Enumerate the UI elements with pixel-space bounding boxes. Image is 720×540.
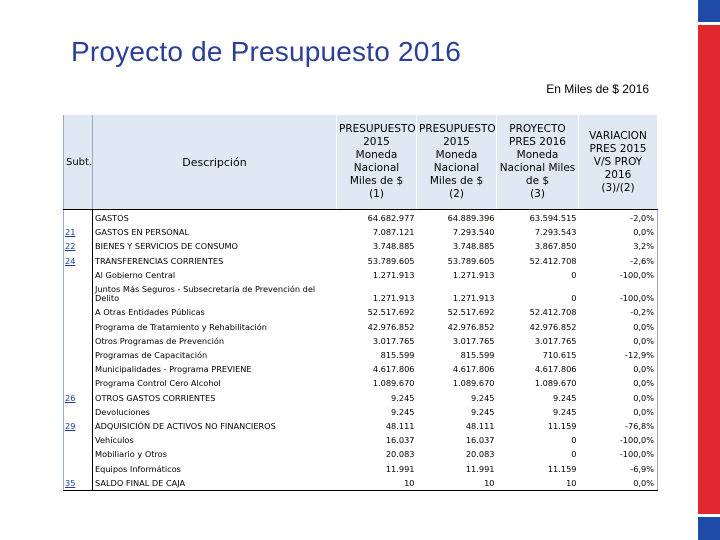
cell-presupuesto-2: 1.089.670 <box>452 378 495 389</box>
cell-variacion: 0,0% <box>633 406 654 417</box>
cell-presupuesto-2: 1.271.913 <box>452 293 495 304</box>
cell-subt <box>64 305 93 319</box>
header-descripcion: Descripción <box>93 115 337 210</box>
cell-proyecto-2016: 4.617.806 <box>534 364 577 375</box>
cell-variacion: 0,0% <box>579 476 658 491</box>
cell-presupuesto-1: 9.245 <box>391 406 415 417</box>
cell-proyecto-2016: 0 <box>571 269 577 280</box>
cell-proyecto-2016: 10 <box>497 476 579 491</box>
cell-presupuesto-1: 3.748.885 <box>372 241 415 252</box>
header-presupuesto-1: PRESUPUESTO 2015 Moneda Nacional Miles de $ (1) <box>337 115 417 210</box>
flag-white-divider-bottom <box>698 514 720 517</box>
table-row <box>64 447 658 461</box>
table-row <box>64 305 658 319</box>
table-row <box>64 405 658 419</box>
cell-proyecto-2016: 3.017.765 <box>534 335 577 346</box>
cell-presupuesto-2: 16.037 <box>465 435 495 446</box>
cell-descripcion: GASTOS <box>95 213 129 223</box>
cell-presupuesto-1: 7.087.121 <box>372 227 415 238</box>
table-row <box>64 268 658 282</box>
cell-presupuesto-1: 52.517.692 <box>367 307 415 318</box>
cell-descripcion: Vehículos <box>95 435 134 446</box>
table-row <box>64 348 658 362</box>
cell-subt[interactable]: 29 <box>64 419 93 433</box>
cell-presupuesto-2: 9.245 <box>471 406 495 417</box>
header-subt: Subt. <box>64 115 93 210</box>
cell-descripcion: OTROS GASTOS CORRIENTES <box>95 392 216 403</box>
cell-subt <box>64 320 93 334</box>
cell-presupuesto-1: 4.617.806 <box>372 364 415 375</box>
cell-descripcion: A Otras Entidades Públicas <box>95 307 205 318</box>
cell-variacion: -76,8% <box>625 421 654 432</box>
cell-proyecto-2016: 0 <box>571 435 577 446</box>
cell-subt[interactable]: 26 <box>64 391 93 405</box>
cell-subt <box>64 362 93 376</box>
cell-subt[interactable]: 24 <box>64 254 93 268</box>
cell-presupuesto-2: 10 <box>417 476 497 491</box>
table-row <box>64 254 658 268</box>
cell-subt <box>64 376 93 390</box>
cell-variacion: 0,0% <box>633 392 654 403</box>
table-row <box>64 225 658 239</box>
cell-descripcion: Programa de Tratamiento y Rehabilitación <box>95 321 267 332</box>
cell-descripcion: GASTOS EN PERSONAL <box>95 227 190 238</box>
cell-subt <box>64 268 93 282</box>
cell-proyecto-2016: 63.594.515 <box>529 213 577 223</box>
cell-presupuesto-1: 64.682.977 <box>367 213 415 223</box>
cell-presupuesto-2: 1.271.913 <box>452 269 495 280</box>
table-row <box>64 239 658 253</box>
cell-variacion: 0,0% <box>633 335 654 346</box>
cell-presupuesto-2: 4.617.806 <box>452 364 495 375</box>
cell-presupuesto-2: 53.789.605 <box>447 255 495 266</box>
cell-descripcion: Municipalidades - Programa PREVIENE <box>95 364 252 375</box>
cell-presupuesto-2: 11.991 <box>465 463 495 474</box>
header-presupuesto-2: PRESUPUESTO 2015 Moneda Nacional Miles de $ (2) <box>417 115 497 210</box>
cell-presupuesto-2: 3.017.765 <box>452 335 495 346</box>
cell-variacion: 0,0% <box>633 378 654 389</box>
header-variacion: VARIACION PRES 2015 V/S PROY 2016 (3)/(2) <box>579 115 658 210</box>
table-row <box>64 476 658 491</box>
cell-presupuesto-1: 1.271.913 <box>372 293 415 304</box>
table-row <box>64 320 658 334</box>
cell-proyecto-2016: 3.867.850 <box>534 241 577 252</box>
cell-variacion: -12,9% <box>625 350 654 361</box>
cell-proyecto-2016: 0 <box>571 449 577 460</box>
table-header-row <box>64 115 658 210</box>
cell-presupuesto-1: 20.083 <box>385 449 415 460</box>
table-row <box>64 419 658 433</box>
cell-subt <box>64 433 93 447</box>
cell-presupuesto-2: 42.976.852 <box>447 321 495 332</box>
cell-proyecto-2016: 42.976.852 <box>529 321 577 332</box>
flag-blue-stripe-top <box>698 0 720 24</box>
cell-presupuesto-1: 9.245 <box>391 392 415 403</box>
header-proyecto-2016: PROYECTO PRES 2016 Moneda Nacional Miles de $ (3) <box>497 115 579 210</box>
cell-variacion: -100,0% <box>619 449 654 460</box>
cell-variacion: 0,0% <box>633 321 654 332</box>
cell-variacion: -100,0% <box>619 435 654 446</box>
cell-descripcion: Juntos Más Seguros - Subsecretaría de Prevención del Delito <box>95 284 316 304</box>
units-subtitle: En Miles de $ 2016 <box>546 82 649 96</box>
cell-descripcion: Equipos Informáticos <box>95 463 181 474</box>
cell-variacion: 0,0% <box>633 227 654 238</box>
cell-presupuesto-2: 9.245 <box>471 392 495 403</box>
page-title: Proyecto de Presupuesto 2016 <box>71 36 462 67</box>
cell-subt <box>64 210 93 226</box>
cell-presupuesto-2: 20.083 <box>465 449 495 460</box>
cell-variacion: -0,2% <box>630 307 654 318</box>
cell-presupuesto-1: 3.017.765 <box>372 335 415 346</box>
cell-subt <box>64 282 93 305</box>
cell-variacion: -2,0% <box>630 213 654 223</box>
table-row <box>64 462 658 476</box>
budget-table <box>63 115 658 491</box>
cell-presupuesto-1: 48.111 <box>385 421 415 432</box>
cell-descripcion: ADQUISICIÓN DE ACTIVOS NO FINANCIEROS <box>95 421 276 432</box>
cell-proyecto-2016: 7.293.543 <box>534 227 577 238</box>
cell-descripcion: SALDO FINAL DE CAJA <box>93 476 337 491</box>
cell-descripcion: BIENES Y SERVICIOS DE CONSUMO <box>95 241 238 252</box>
cell-proyecto-2016: 1.089.670 <box>534 378 577 389</box>
table-row <box>64 376 658 390</box>
cell-descripcion: Programa Control Cero Alcohol <box>95 378 221 389</box>
cell-presupuesto-2: 48.111 <box>465 421 495 432</box>
cell-descripcion: Programas de Capacitación <box>95 350 208 361</box>
cell-presupuesto-2: 52.517.692 <box>447 307 495 318</box>
cell-descripcion: Mobiliario y Otros <box>95 449 167 460</box>
cell-presupuesto-1: 53.789.605 <box>367 255 415 266</box>
cell-proyecto-2016: 710.615 <box>542 350 577 361</box>
cell-variacion: 0,0% <box>633 364 654 375</box>
cell-variacion: -6,9% <box>630 463 654 474</box>
cell-descripcion: TRANSFERENCIAS CORRIENTES <box>95 255 224 266</box>
cell-subt <box>64 334 93 348</box>
cell-subt <box>64 348 93 362</box>
table-row <box>64 433 658 447</box>
cell-presupuesto-2: 64.889.396 <box>447 213 495 223</box>
cell-descripcion: Devoluciones <box>95 406 150 417</box>
flag-blue-stripe-bottom <box>698 516 720 540</box>
table-row <box>64 210 658 226</box>
table-row <box>64 282 658 305</box>
cell-proyecto-2016: 9.245 <box>553 392 577 403</box>
cell-proyecto-2016: 52.412.708 <box>529 255 577 266</box>
cell-variacion: -2,6% <box>630 255 654 266</box>
cell-proyecto-2016: 11.159 <box>547 421 577 432</box>
cell-presupuesto-1: 1.271.913 <box>372 269 415 280</box>
cell-subt[interactable]: 35 <box>64 476 93 491</box>
table-row <box>64 391 658 405</box>
cell-subt <box>64 462 93 476</box>
cell-descripcion: Otros Programas de Prevención <box>95 335 225 346</box>
cell-presupuesto-1: 42.976.852 <box>367 321 415 332</box>
cell-proyecto-2016: 52.412.708 <box>529 307 577 318</box>
table-row <box>64 362 658 376</box>
cell-subt[interactable]: 22 <box>64 239 93 253</box>
flag-white-divider-top <box>698 22 720 25</box>
cell-presupuesto-2: 7.293.540 <box>452 227 495 238</box>
cell-variacion: 3,2% <box>633 241 654 252</box>
cell-proyecto-2016: 0 <box>571 293 577 304</box>
cell-presupuesto-1: 16.037 <box>385 435 415 446</box>
cell-presupuesto-1: 815.599 <box>380 350 415 361</box>
cell-presupuesto-1: 1.089.670 <box>372 378 415 389</box>
cell-presupuesto-1: 10 <box>337 476 417 491</box>
cell-presupuesto-2: 3.748.885 <box>452 241 495 252</box>
cell-variacion: -100,0% <box>619 269 654 280</box>
cell-subt[interactable]: 21 <box>64 225 93 239</box>
cell-presupuesto-1: 11.991 <box>385 463 415 474</box>
cell-proyecto-2016: 9.245 <box>553 406 577 417</box>
cell-presupuesto-2: 815.599 <box>460 350 495 361</box>
cell-subt <box>64 405 93 419</box>
cell-variacion: -100,0% <box>619 293 654 304</box>
cell-subt <box>64 447 93 461</box>
table-row <box>64 334 658 348</box>
flag-red-stripe <box>698 24 720 516</box>
cell-descripcion: Al Gobierno Central <box>95 269 176 280</box>
cell-proyecto-2016: 11.159 <box>547 463 577 474</box>
